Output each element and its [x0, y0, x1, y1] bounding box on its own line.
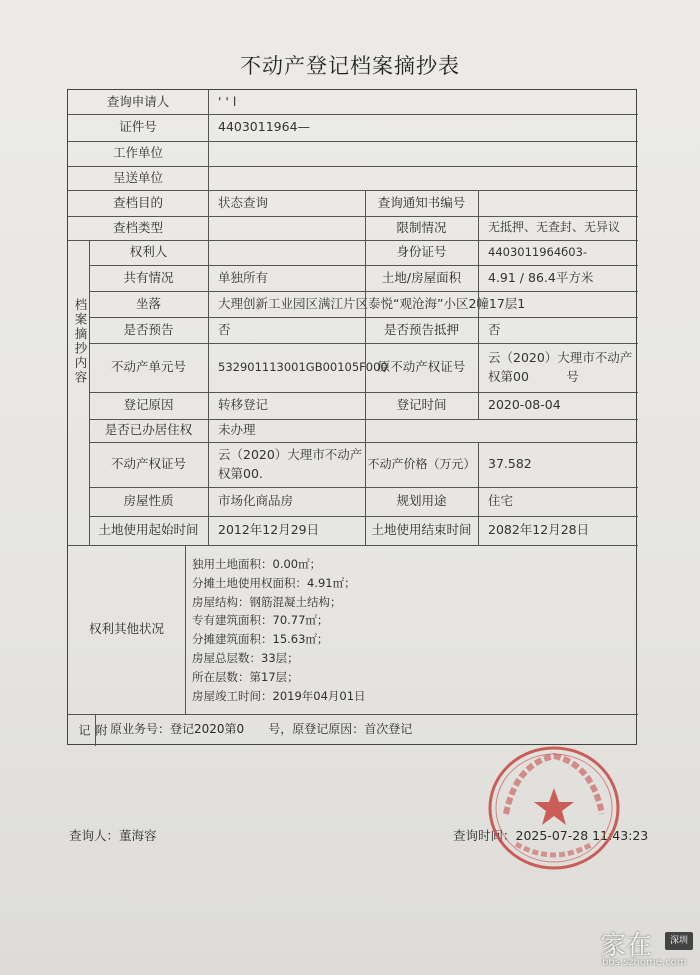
watermark-badge: 深圳	[665, 932, 693, 950]
applicant-value: ' ' l	[218, 93, 237, 109]
preannounce-value: 否	[218, 321, 231, 337]
other-rights-line: 独用土地面积：0.00㎡；	[192, 557, 322, 571]
idcard-value: 4403011964б03-	[488, 245, 588, 260]
appendix-label: 附记	[77, 724, 108, 738]
id-number-label: 证件号	[119, 119, 157, 135]
work-unit-label: 工作单位	[112, 145, 163, 161]
unit-number-label: 不动产单元号	[110, 359, 186, 375]
orig-cert-line-1: 云（2020）大理市不动产	[488, 350, 633, 366]
notice-number-label: 查询通知书编号	[377, 194, 466, 210]
start-time-label: 土地使用起始时间	[98, 522, 199, 538]
area-value: 4.91 / 86.4平方米	[488, 269, 594, 285]
notice-number-value	[478, 190, 638, 216]
category-value	[208, 216, 365, 240]
purpose-value: 状态查询	[218, 194, 269, 210]
official-seal-icon	[486, 744, 622, 872]
other-rights-line: 分摊土地使用权面积：4.91㎡；	[192, 575, 356, 590]
residence-right-value: 未办理	[218, 422, 256, 438]
reg-time-label: 登记时间	[396, 397, 447, 413]
reg-reason-label: 登记原因	[123, 397, 174, 413]
cert-number-label: 不动产权证号	[110, 456, 186, 472]
location-value: 大理创新工业园区满江片区泰悦“观沧海”小区2幢17层1	[218, 295, 526, 311]
end-time-label: 土地使用结束时间	[371, 522, 472, 538]
other-rights-line: 所在层数：第17层；	[192, 669, 299, 684]
residence-right-label: 是否已办居住权	[104, 422, 193, 438]
other-rights-line: 房屋结构：钢筋混凝土结构；	[192, 594, 342, 609]
owner-value	[208, 240, 365, 265]
work-unit-value	[208, 141, 638, 166]
watermark-main: 家在	[600, 931, 653, 961]
reg-reason-value: 转移登记	[218, 397, 269, 413]
other-rights-label: 权利其他状况	[88, 621, 164, 637]
end-time-value: 2082年12月28日	[488, 522, 590, 538]
mortgage-label: 是否预告抵押	[383, 321, 459, 337]
submit-unit-value	[208, 166, 638, 190]
purpose-label: 查档目的	[112, 194, 163, 210]
nature-value: 市场化商品房	[218, 493, 294, 509]
other-rights-line: 专有建筑面积：70.77㎡；	[192, 613, 329, 628]
use-label: 规划用途	[396, 493, 447, 509]
owner-label: 权利人	[129, 244, 168, 260]
preannounce-label: 是否预告	[123, 321, 174, 337]
mortgage-value: 否	[488, 321, 501, 337]
appendix-text: 原业务号：登记2020第0 号，原登记原因：首次登记	[110, 722, 413, 737]
reg-time-value: 2020-08-04	[488, 397, 561, 413]
watermark-site: bbs.szhome.com	[602, 957, 687, 968]
applicant-label: 查询申请人	[106, 93, 170, 109]
querier: 查询人：董海容	[69, 828, 157, 843]
idcard-label: 身份证号	[396, 244, 447, 260]
other-rights-line: 房屋竣工时间：2019年04月01日	[192, 688, 366, 703]
other-rights-line: 房屋总层数：33层；	[192, 650, 299, 665]
record-form	[67, 89, 637, 745]
share-label: 共有情况	[123, 269, 174, 285]
document-title: 不动产登记档案摘抄表	[240, 54, 460, 78]
cert-number-line-1: 云（2020）大理市不动产	[218, 447, 363, 463]
nature-label: 房屋性质	[123, 493, 174, 509]
share-value: 单独所有	[218, 269, 269, 285]
orig-cert-line-2: 权第00 号	[488, 368, 579, 384]
orig-cert-value	[478, 343, 638, 392]
category-label: 查档类型	[112, 219, 163, 235]
col-divider	[185, 545, 186, 714]
location-label: 坐落	[135, 295, 161, 311]
area-label: 土地/房屋面积	[381, 269, 462, 285]
submit-unit-label: 呈送单位	[112, 169, 163, 185]
unit-number-line-1: 532901113001GB00105F000	[218, 360, 388, 375]
price-label: 不动产价格（万元）	[367, 456, 476, 471]
other-rights-list	[192, 555, 366, 705]
query-time: 查询时间：2025-07-28 11:43:23	[453, 828, 649, 843]
use-value: 住宅	[488, 493, 514, 509]
limit-label: 限制情况	[396, 219, 447, 235]
col-divider	[365, 419, 366, 442]
limit-value: 无抵押、无查封、无异议	[488, 220, 621, 235]
id-number-value: 4403011964—	[218, 119, 311, 135]
price-value: 37.582	[488, 456, 532, 472]
start-time-value: 2012年12月29日	[218, 522, 320, 538]
cert-number-line-2: 权第00.	[218, 465, 263, 481]
section-label: 档案摘抄内容	[73, 298, 88, 385]
site-watermark	[600, 925, 695, 970]
cert-number-value	[208, 442, 365, 487]
orig-cert-label: 原不动产权证号	[377, 359, 466, 375]
unit-number-value	[208, 343, 388, 392]
other-rights-line: 分摊建筑面积：15.63㎡；	[192, 632, 329, 647]
